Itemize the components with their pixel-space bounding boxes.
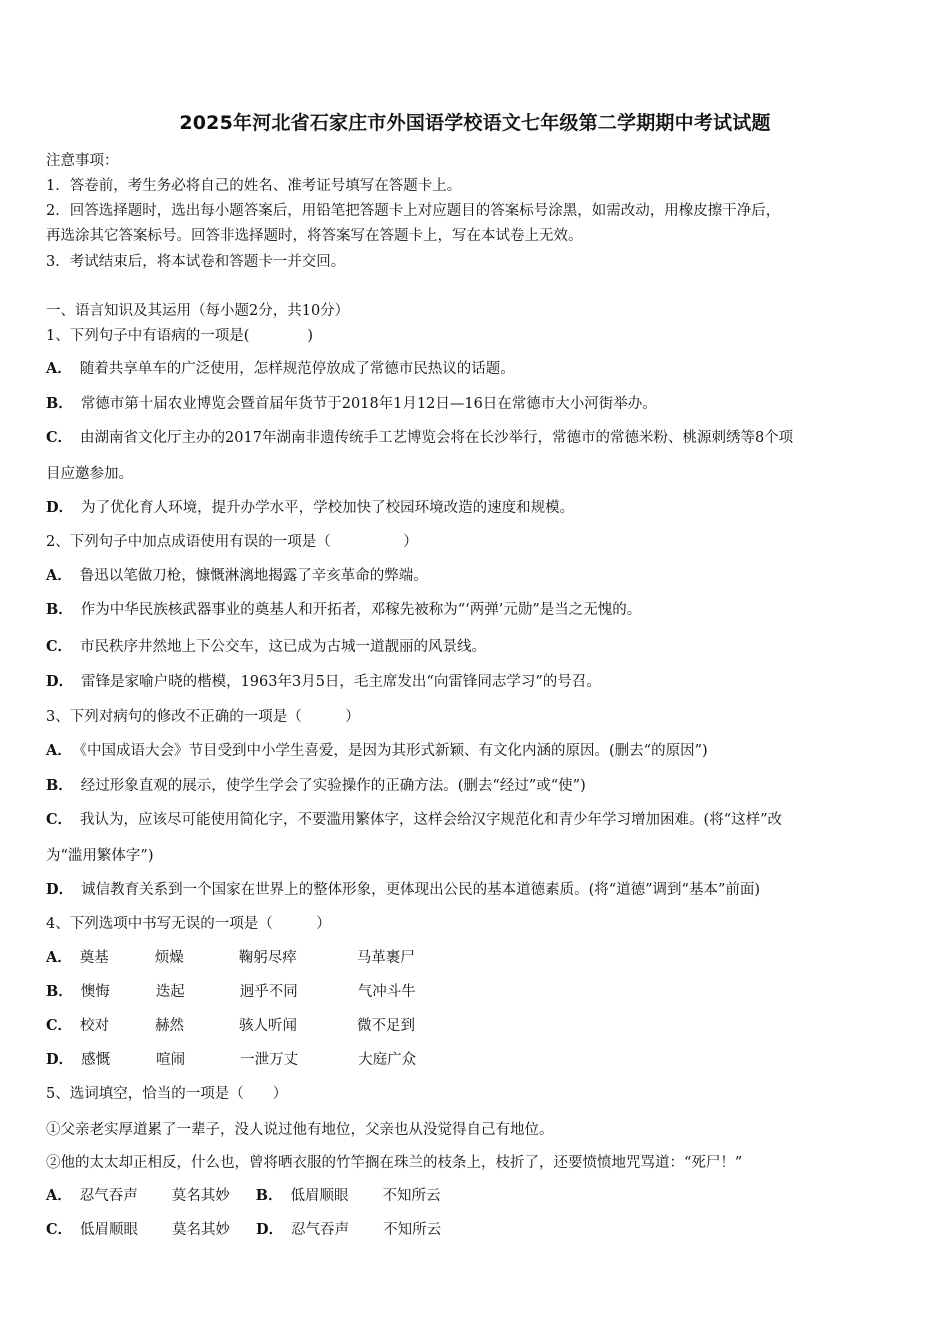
word: 不知所云 [383, 1222, 442, 1238]
section-heading: 一、语言知识及其运用（每小题2分，共10分） [46, 303, 350, 319]
word: 低眉顺眼 [290, 1188, 349, 1204]
word: 赫然 [155, 1018, 185, 1034]
option-label: A． [46, 1187, 72, 1204]
q1-option-b [46, 394, 908, 414]
word: 懊悔 [80, 984, 110, 1000]
word: 气冲斗牛 [357, 984, 416, 1000]
option-label: C． [46, 811, 73, 828]
word: 莫名其妙 [171, 1188, 230, 1204]
option-text: 市民秩序井然地上下公交车，这已成为古城一道靓丽的风景线。 [80, 639, 487, 655]
q4-option-c [46, 1016, 908, 1036]
option-label: B． [255, 1187, 283, 1204]
notice-item: 再选涂其它答案标号。回答非选择题时，将答案写在答题卡上，写在本试卷上无效。 [46, 228, 583, 244]
q4-option-b [46, 982, 908, 1002]
word: 忍气吞声 [291, 1222, 350, 1238]
q1-stem: 1、下列句子中有语病的一项是( ) [46, 328, 314, 344]
q1-option-c-cont: 目应邀参加。 [46, 466, 133, 482]
word: 迥乎不同 [239, 984, 298, 1000]
exam-title: 2025年河北省石家庄市外国语学校语文七年级第二学期期中考试试题 [179, 112, 771, 134]
option-label: C． [46, 429, 73, 446]
q3-option-c [46, 810, 908, 830]
option-label: C． [46, 1017, 73, 1034]
option-label: C． [46, 638, 73, 655]
option-text: 我认为，应该尽可能使用简化字，不要滥用繁体字，这样会给汉字规范化和青少年学习增加困难。(将“这样”改 [80, 812, 783, 828]
option-label: D． [46, 673, 74, 690]
option-label: A． [46, 567, 72, 584]
option-label: D． [256, 1221, 284, 1238]
word: 喧闹 [156, 1052, 186, 1068]
option-label: B． [46, 983, 73, 1000]
word: 感慨 [81, 1052, 111, 1068]
q2-option-a [46, 566, 908, 586]
option-label: B． [46, 601, 73, 618]
word: 一泄万丈 [240, 1052, 299, 1068]
option-label: C． [46, 1221, 73, 1238]
q1-option-c [46, 428, 908, 448]
option-text: 随着共享单车的广泛使用，怎样规范停放成了常德市民热议的话题。 [79, 361, 515, 377]
option-label: D． [46, 1051, 74, 1068]
option-text: 雷锋是家喻户晓的楷模，1963年3月5日，毛主席发出“向雷锋同志学习”的号召。 [81, 674, 601, 690]
option-text: 为了优化育人环境，提升办学水平，学校加快了校园环境改造的速度和规模。 [81, 500, 575, 516]
option-label: B． [46, 777, 73, 794]
q2-option-d [46, 672, 908, 692]
q2-option-c [46, 637, 908, 657]
word: 不知所云 [382, 1188, 441, 1204]
word: 低眉顺眼 [80, 1222, 139, 1238]
option-text: 经过形象直观的展示，使学生学会了实验操作的正确方法。(删去“经过”或“使”) [80, 778, 586, 794]
q2-stem: 2、下列句子中加点成语使用有误的一项是（ ） [46, 534, 418, 550]
option-label: A． [46, 360, 72, 377]
notice-item: 2．回答选择题时，选出每小题答案后，用铅笔把答题卡上对应题目的答案标号涂黑，如需改动，用橡皮擦干净后， [46, 203, 781, 219]
option-text: 作为中华民族核武器事业的奠基人和开拓者，邓稼先被称为“‘两弹’元勋”是当之无愧的。 [80, 602, 642, 618]
option-text: 常德市第十届农业博览会暨首届年货节于2018年1月12日—16日在常德市大小河街举办。 [80, 396, 657, 412]
q3-option-c-cont: 为“滥用繁体字”) [46, 848, 154, 864]
word: 莫名其妙 [172, 1222, 231, 1238]
option-label: B． [46, 395, 73, 412]
word: 奠基 [79, 950, 109, 966]
q4-option-d [46, 1050, 908, 1070]
option-label: D． [46, 499, 74, 516]
notice-item: 3．考试结束后，将本试卷和答题卡一并交回。 [46, 254, 346, 270]
q4-option-a [46, 948, 908, 968]
option-label: A． [46, 949, 72, 966]
q5-stem: 5、选词填空，恰当的一项是（ ） [46, 1086, 288, 1102]
word: 微不足到 [357, 1018, 416, 1034]
notice-heading: 注意事项： [46, 153, 119, 169]
option-text: 《中国成语大会》节目受到中小学生喜爱，是因为其形式新颖、有文化内涵的原因。(删去“的原因”) [79, 743, 708, 759]
q5-sentence-2: ②他的太太却正相反，什么也，曾将晒衣服的竹竿搁在珠兰的枝条上，枝折了，还要愤愤地咒骂道：“死尸！” [46, 1155, 743, 1171]
q3-option-a [46, 741, 908, 761]
option-label: A． [46, 742, 72, 759]
word: 骇人听闻 [239, 1018, 298, 1034]
q5-sentence-1: ①父亲老实厚道累了一辈子，没人说过他有地位，父亲也从没觉得自己有地位。 [46, 1122, 554, 1138]
q3-option-d [46, 880, 908, 900]
q3-stem: 3、下列对病句的修改不正确的一项是（ ） [46, 709, 360, 725]
word: 迭起 [155, 984, 185, 1000]
option-text: 由湖南省文化厅主办的2017年湖南非遗传统手工艺博览会将在长沙举行，常德市的常德米粉、桃源刺绣等8个项 [80, 430, 794, 446]
option-label: D． [46, 881, 74, 898]
q5-options-cd [46, 1220, 908, 1240]
word: 鞠躬尽瘁 [238, 950, 297, 966]
word: 马革裹尸 [356, 950, 415, 966]
q1-option-a [46, 359, 908, 379]
word: 烦燥 [154, 950, 184, 966]
q3-option-b [46, 776, 908, 796]
option-text: 诚信教育关系到一个国家在世界上的整体形象，更体现出公民的基本道德素质。(将“道德”调到“基本”前面) [81, 882, 761, 898]
q4-stem: 4、下列选项中书写无误的一项是（ ） [46, 916, 331, 932]
word: 忍气吞声 [79, 1188, 138, 1204]
word: 大庭广众 [358, 1052, 417, 1068]
q2-option-b [46, 600, 908, 620]
q5-options-ab [46, 1186, 908, 1206]
word: 校对 [80, 1018, 110, 1034]
q1-option-d [46, 498, 908, 518]
option-text: 鲁迅以笔做刀枪，慷慨淋漓地揭露了辛亥革命的弊端。 [79, 568, 428, 584]
notice-item: 1．答卷前，考生务必将自己的姓名、准考证号填写在答题卡上。 [46, 178, 462, 194]
